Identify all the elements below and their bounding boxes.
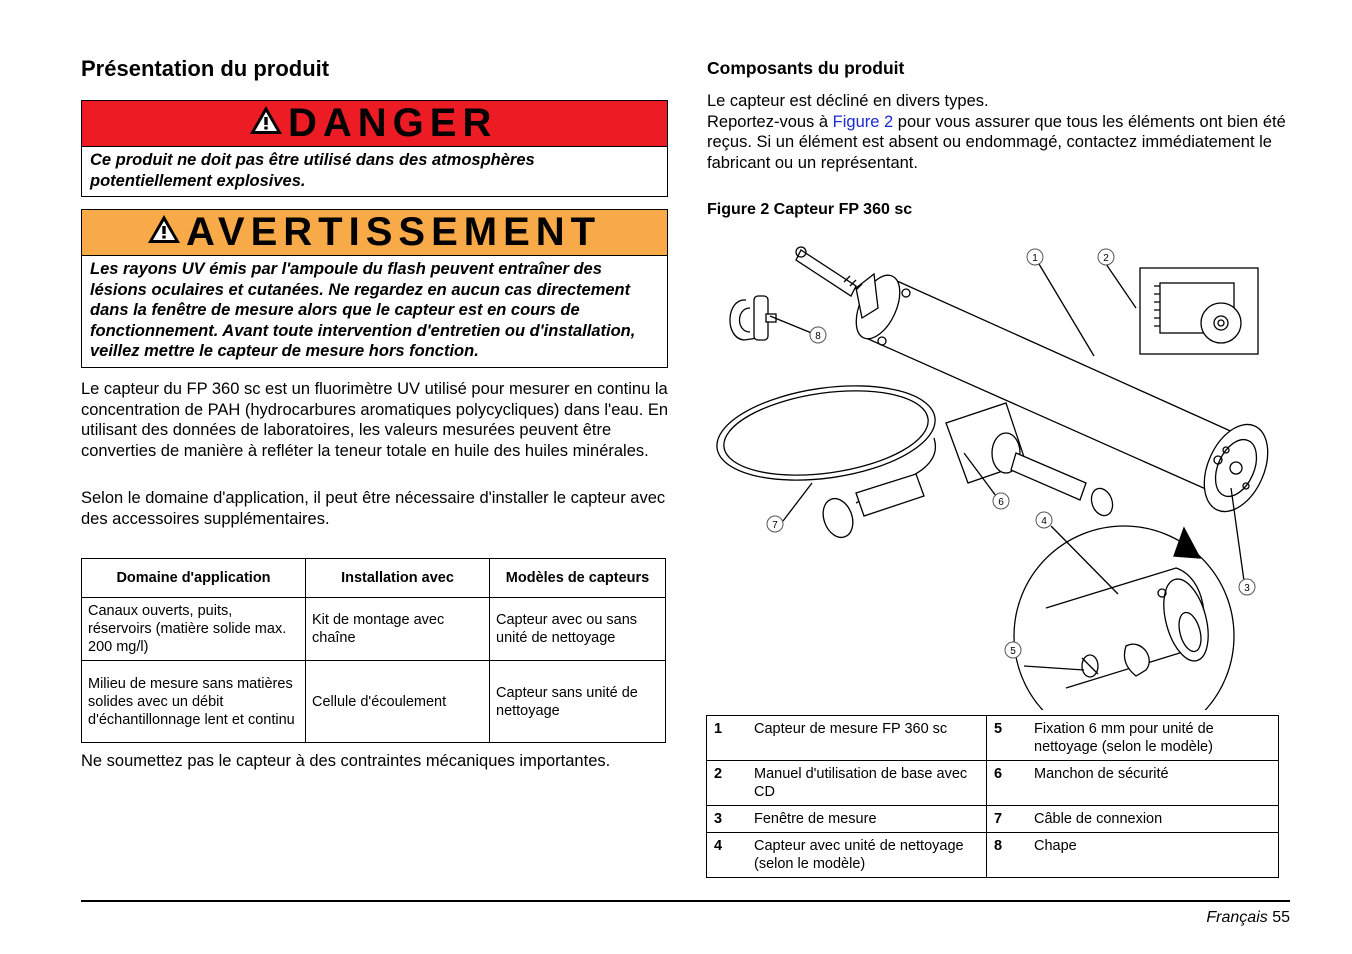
table-cell: Capteur avec ou sans unité de nettoyage [490,598,666,661]
page-footer [1206,909,1290,927]
warning-triangle-icon [248,101,284,146]
callout-7: 7 [772,520,778,531]
table-cell: Capteur sans unité de nettoyage [490,661,666,743]
table-row [82,661,666,743]
page-number: 55 [1272,909,1290,926]
danger-heading: DANGER [288,101,498,145]
danger-box [81,100,668,197]
legend-number: 7 [987,806,1028,833]
table-cell: Milieu de mesure sans matières solides avec un débit d'échantillonnage lent et continu [82,661,306,743]
legend-row [707,761,1279,806]
table-header-row [82,559,666,598]
legend-table [706,715,1279,878]
legend-label: Manuel d'utilisation de base avec CD [747,761,987,806]
section-title: Présentation du produit [81,56,330,81]
callout-8: 8 [815,331,821,342]
legend-label: Fixation 6 mm pour unité de nettoyage (selon le modèle) [1027,716,1279,761]
warning-heading: AVERTISSEMENT [186,210,602,254]
intro-paragraph: Le capteur du FP 360 sc est un fluorimètre UV utilisé pour mesurer en continu la concentration de PAH (hydrocarbures aromatiques polycycliques) dans l'eau. En utilisant des données de laboratoires, les valeurs mesurées peuvent être converties de manière à refléter la teneur totale en huile des huiles minérales. [81,380,669,460]
legend-row [707,716,1279,761]
callout-3: 3 [1244,583,1250,594]
danger-header [82,101,667,147]
warning-triangle-icon [146,210,182,255]
legend-label: Manchon de sécurité [1027,761,1279,806]
table-cell: Kit de montage avec chaîne [306,598,490,661]
legend-number: 8 [987,833,1028,878]
legend-number: 3 [707,806,748,833]
warning-text: Les rayons UV émis par l'ampoule du flash peuvent entraîner des lésions oculaires et cutanées. Ne regardez en aucun cas directement dans la fenêtre de mesure alors que le capteur est en cours de fonctionnement. Avant toute intervention d'entretien ou d'installation, veillez mettre le capteur de mesure hors fonction. [90,260,636,360]
legend-label: Chape [1027,833,1279,878]
table-header: Modèles de capteurs [490,559,666,598]
callout-1: 1 [1032,253,1038,264]
footer-language: Français [1206,909,1268,926]
intro-line: Le capteur est décliné en divers types. [707,92,989,110]
callout-4: 4 [1041,516,1047,527]
figure-link[interactable]: Figure 2 [832,112,894,131]
legend-number: 1 [707,716,748,761]
legend-label: Capteur avec unité de nettoyage (selon le modèle) [747,833,987,878]
callout-6: 6 [998,497,1004,508]
footer-rule [81,900,1290,902]
figure-caption: Figure 2 Capteur FP 360 sc [707,201,913,218]
legend-number: 4 [707,833,748,878]
warning-box [81,209,668,368]
sensor-illustration [706,238,1286,710]
legend-row [707,806,1279,833]
legend-number: 6 [987,761,1028,806]
subsection-title: Composants du produit [707,58,905,78]
table-header: Domaine d'application [82,559,306,598]
callout-5: 5 [1010,646,1016,657]
caution-paragraph: Ne soumettez pas le capteur à des contraintes mécaniques importantes. [81,752,611,770]
legend-number: 2 [707,761,748,806]
legend-label: Fenêtre de mesure [747,806,987,833]
application-paragraph: Selon le domaine d'application, il peut être nécessaire d'installer le capteur avec des accessoires supplémentaires. [81,489,666,528]
intro-text: Reportez-vous à [707,112,833,131]
table-row [82,598,666,661]
application-table [81,558,666,743]
danger-text: Ce produit ne doit pas être utilisé dans des atmosphères potentiellement explosives. [90,151,535,190]
components-paragraph [707,91,1287,173]
legend-row [707,833,1279,878]
table-cell: Canaux ouverts, puits, réservoirs (matière solide max. 200 mg/l) [82,598,306,661]
intro-text: pour vous assurer que tous les éléments ont bien été reçus. Si un élément est absent ou endommagé, contactez immédiatement le fabricant ou un représentant. [707,112,1286,172]
table-header: Installation avec [306,559,490,598]
legend-number: 5 [987,716,1028,761]
legend-label: Câble de connexion [1027,806,1279,833]
table-cell: Cellule d'écoulement [306,661,490,743]
legend-label: Capteur de mesure FP 360 sc [747,716,987,761]
callout-2: 2 [1103,253,1109,264]
warning-header [82,210,667,256]
